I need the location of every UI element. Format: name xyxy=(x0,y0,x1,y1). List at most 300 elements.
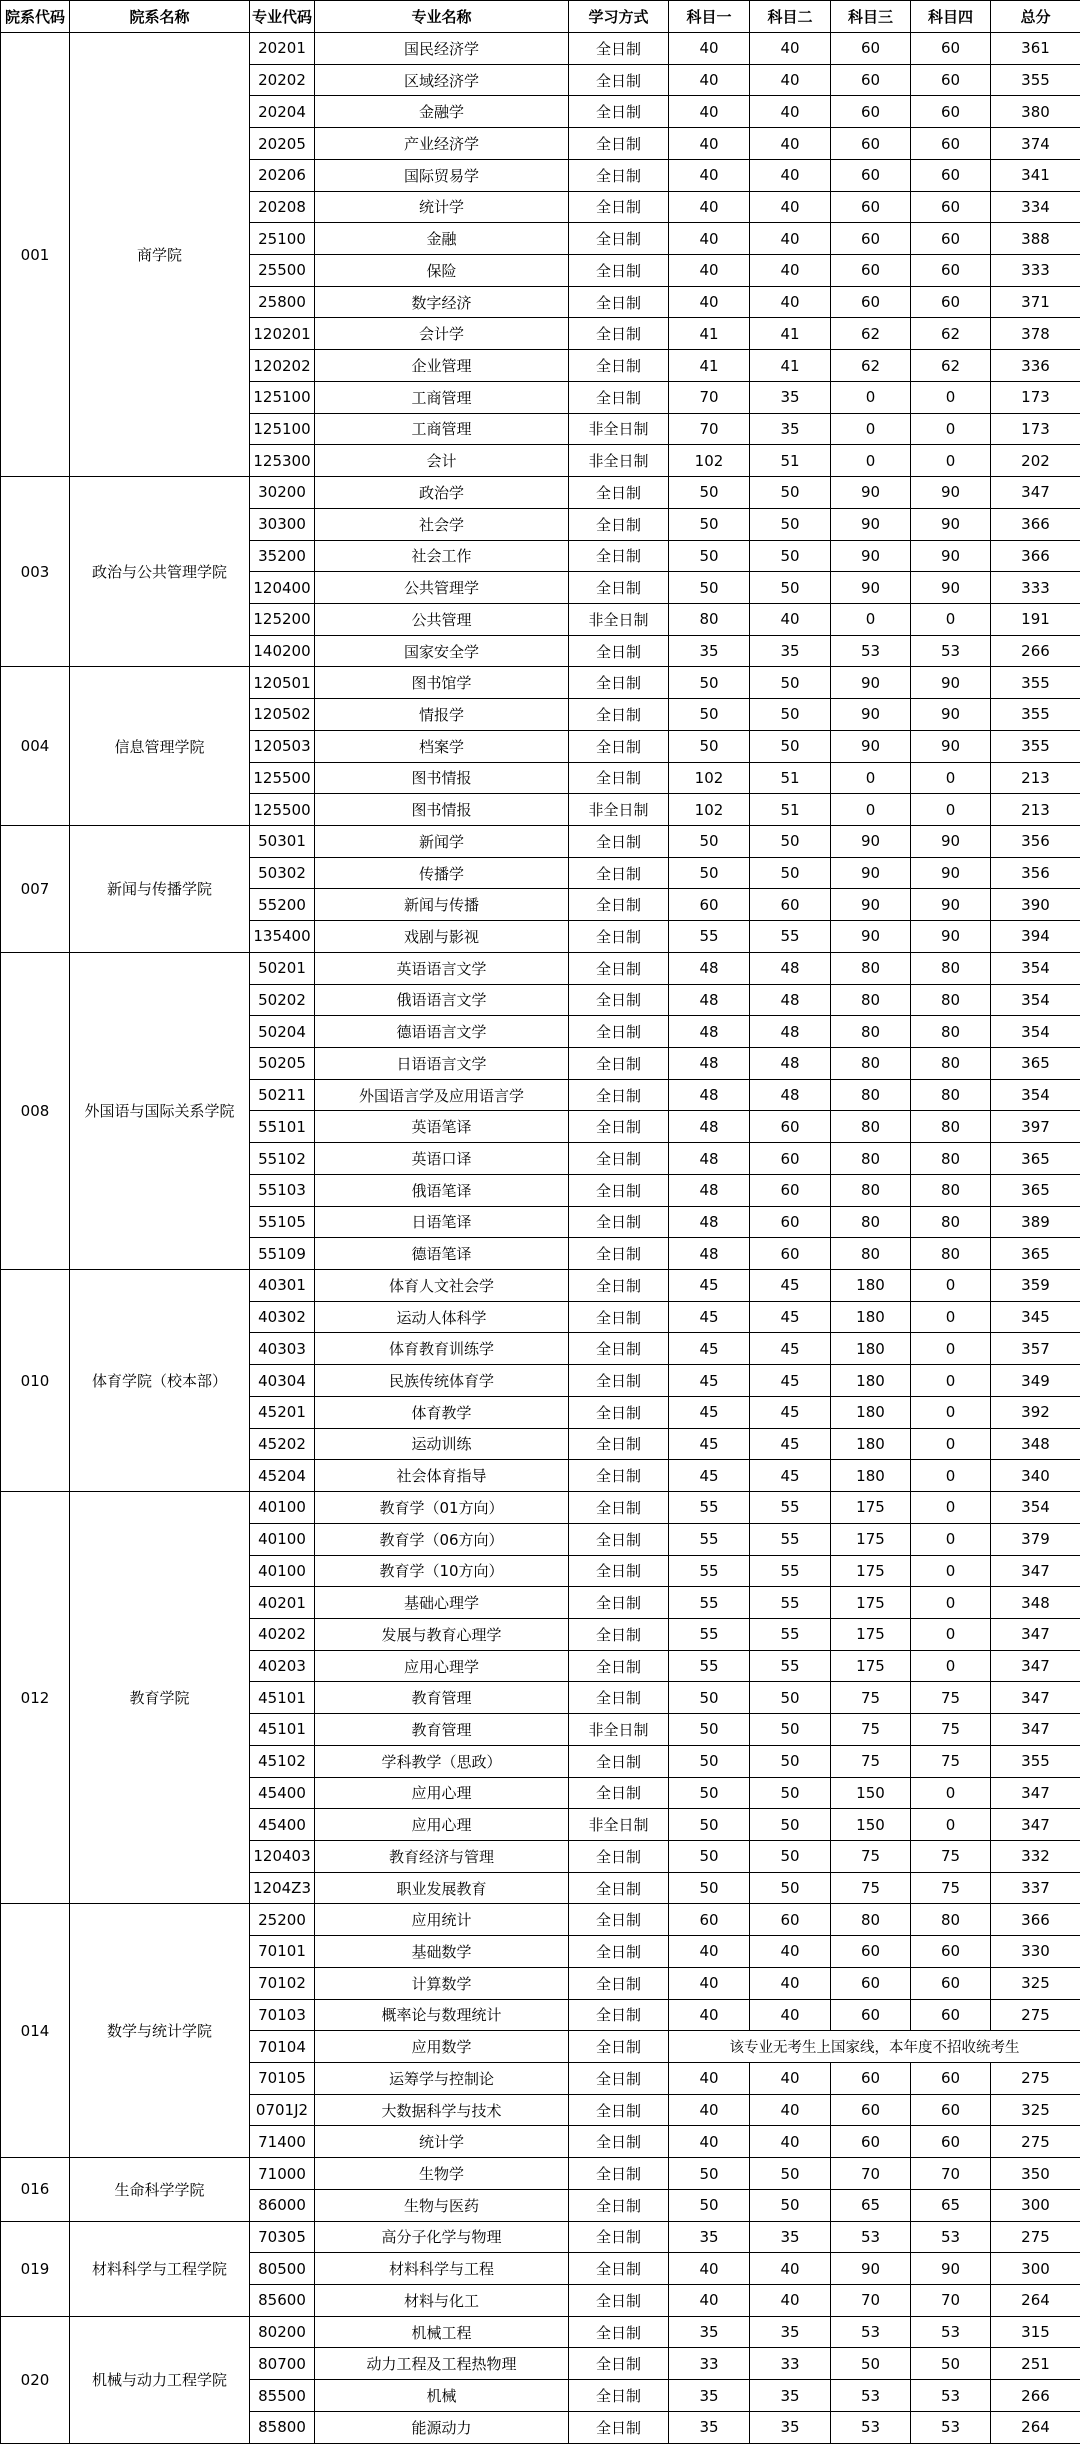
subject-3-cell: 50 xyxy=(831,2348,911,2380)
subject-4-cell: 53 xyxy=(911,2380,991,2412)
major-name-cell: 戏剧与影视 xyxy=(315,921,569,953)
total-cell: 334 xyxy=(991,191,1080,223)
subject-4-cell: 53 xyxy=(911,635,991,667)
total-cell: 347 xyxy=(991,1777,1080,1809)
subject-2-cell: 60 xyxy=(750,1143,831,1175)
subject-3-cell: 175 xyxy=(831,1618,911,1650)
table-header-row xyxy=(1,1,1080,33)
total-cell: 275 xyxy=(991,2221,1080,2253)
major-code-cell: 135400 xyxy=(250,921,315,953)
subject-1-cell: 40 xyxy=(669,33,750,65)
subject-1-cell: 70 xyxy=(669,381,750,413)
total-cell: 366 xyxy=(991,1904,1080,1936)
subject-2-cell: 55 xyxy=(750,1618,831,1650)
total-cell: 355 xyxy=(991,64,1080,96)
major-name-cell: 大数据科学与技术 xyxy=(315,2094,569,2126)
subject-4-cell: 0 xyxy=(911,445,991,477)
subject-1-cell: 40 xyxy=(669,2285,750,2317)
subject-3-cell: 90 xyxy=(831,508,911,540)
subject-3-cell: 0 xyxy=(831,603,911,635)
major-name-cell: 传播学 xyxy=(315,857,569,889)
subject-3-cell: 80 xyxy=(831,1206,911,1238)
subject-4-cell: 90 xyxy=(911,730,991,762)
major-code-cell: 45101 xyxy=(250,1714,315,1746)
subject-3-cell: 60 xyxy=(831,128,911,160)
study-mode-cell: 全日制 xyxy=(569,825,669,857)
major-code-cell: 86000 xyxy=(250,2189,315,2221)
major-name-cell: 统计学 xyxy=(315,2126,569,2158)
subject-3-cell: 175 xyxy=(831,1555,911,1587)
subject-3-cell: 60 xyxy=(831,159,911,191)
subject-1-cell: 50 xyxy=(669,508,750,540)
subject-2-cell: 40 xyxy=(750,128,831,160)
subject-4-cell: 60 xyxy=(911,1999,991,2031)
major-code-cell: 120201 xyxy=(250,318,315,350)
subject-1-cell: 50 xyxy=(669,572,750,604)
subject-4-cell: 80 xyxy=(911,1143,991,1175)
major-code-cell: 25100 xyxy=(250,223,315,255)
total-cell: 366 xyxy=(991,540,1080,572)
subject-4-cell: 60 xyxy=(911,191,991,223)
major-name-cell: 图书馆学 xyxy=(315,667,569,699)
study-mode-cell: 全日制 xyxy=(569,1143,669,1175)
study-mode-cell: 全日制 xyxy=(569,350,669,382)
subject-4-cell: 90 xyxy=(911,540,991,572)
major-code-cell: 70305 xyxy=(250,2221,315,2253)
total-cell: 340 xyxy=(991,1460,1080,1492)
header-subject-2: 科目二 xyxy=(750,1,831,33)
subject-1-cell: 40 xyxy=(669,1967,750,1999)
dept-code-cell: 020 xyxy=(1,2316,70,2443)
subject-4-cell: 0 xyxy=(911,1587,991,1619)
dept-name-cell: 体育学院（校本部） xyxy=(70,1270,250,1492)
major-code-cell: 70101 xyxy=(250,1936,315,1968)
subject-2-cell: 48 xyxy=(750,1016,831,1048)
study-mode-cell: 全日制 xyxy=(569,1460,669,1492)
total-cell: 341 xyxy=(991,159,1080,191)
subject-1-cell: 40 xyxy=(669,96,750,128)
subject-1-cell: 45 xyxy=(669,1270,750,1302)
study-mode-cell: 全日制 xyxy=(569,1111,669,1143)
total-cell: 300 xyxy=(991,2253,1080,2285)
study-mode-cell: 全日制 xyxy=(569,128,669,160)
major-name-cell: 统计学 xyxy=(315,191,569,223)
major-name-cell: 英语语言文学 xyxy=(315,952,569,984)
study-mode-cell: 全日制 xyxy=(569,1079,669,1111)
major-name-cell: 保险 xyxy=(315,255,569,287)
subject-4-cell: 80 xyxy=(911,984,991,1016)
subject-1-cell: 40 xyxy=(669,2253,750,2285)
study-mode-cell: 全日制 xyxy=(569,1016,669,1048)
subject-1-cell: 55 xyxy=(669,1523,750,1555)
major-name-cell: 教育经济与管理 xyxy=(315,1840,569,1872)
study-mode-cell: 全日制 xyxy=(569,984,669,1016)
subject-4-cell: 70 xyxy=(911,2285,991,2317)
subject-4-cell: 0 xyxy=(911,1492,991,1524)
total-cell: 315 xyxy=(991,2316,1080,2348)
major-name-cell: 高分子化学与物理 xyxy=(315,2221,569,2253)
study-mode-cell: 非全日制 xyxy=(569,1714,669,1746)
subject-2-cell: 40 xyxy=(750,191,831,223)
major-name-cell: 机械工程 xyxy=(315,2316,569,2348)
subject-3-cell: 175 xyxy=(831,1587,911,1619)
major-name-cell: 教育学（10方向） xyxy=(315,1555,569,1587)
total-cell: 361 xyxy=(991,33,1080,65)
total-cell: 347 xyxy=(991,1618,1080,1650)
subject-3-cell: 80 xyxy=(831,1904,911,1936)
study-mode-cell: 全日制 xyxy=(569,2221,669,2253)
subject-3-cell: 0 xyxy=(831,413,911,445)
subject-2-cell: 40 xyxy=(750,286,831,318)
major-code-cell: 125500 xyxy=(250,794,315,826)
major-name-cell: 新闻学 xyxy=(315,825,569,857)
subject-2-cell: 35 xyxy=(750,2380,831,2412)
study-mode-cell: 全日制 xyxy=(569,1365,669,1397)
study-mode-cell: 全日制 xyxy=(569,921,669,953)
subject-2-cell: 50 xyxy=(750,1840,831,1872)
subject-4-cell: 80 xyxy=(911,1238,991,1270)
dept-code-cell: 014 xyxy=(1,1904,70,2158)
study-mode-cell: 全日制 xyxy=(569,2285,669,2317)
subject-2-cell: 50 xyxy=(750,699,831,731)
subject-2-cell: 50 xyxy=(750,540,831,572)
major-code-cell: 140200 xyxy=(250,635,315,667)
study-mode-cell: 全日制 xyxy=(569,318,669,350)
dept-name-cell: 材料科学与工程学院 xyxy=(70,2221,250,2316)
subject-2-cell: 51 xyxy=(750,762,831,794)
subject-1-cell: 40 xyxy=(669,223,750,255)
subject-2-cell: 55 xyxy=(750,1555,831,1587)
subject-3-cell: 180 xyxy=(831,1333,911,1365)
major-name-cell: 应用心理学 xyxy=(315,1650,569,1682)
dept-name-cell: 数学与统计学院 xyxy=(70,1904,250,2158)
total-cell: 347 xyxy=(991,1682,1080,1714)
subject-1-cell: 45 xyxy=(669,1396,750,1428)
major-code-cell: 40201 xyxy=(250,1587,315,1619)
subject-1-cell: 50 xyxy=(669,540,750,572)
subject-2-cell: 50 xyxy=(750,1777,831,1809)
total-cell: 173 xyxy=(991,381,1080,413)
subject-1-cell: 40 xyxy=(669,2126,750,2158)
total-cell: 264 xyxy=(991,2411,1080,2443)
dept-code-cell: 008 xyxy=(1,952,70,1269)
dept-code-cell: 001 xyxy=(1,33,70,477)
subject-1-cell: 40 xyxy=(669,191,750,223)
subject-4-cell: 90 xyxy=(911,477,991,509)
total-cell: 390 xyxy=(991,889,1080,921)
subject-2-cell: 33 xyxy=(750,2348,831,2380)
major-name-cell: 教育管理 xyxy=(315,1714,569,1746)
total-cell: 355 xyxy=(991,699,1080,731)
total-cell: 275 xyxy=(991,2126,1080,2158)
subject-1-cell: 50 xyxy=(669,1777,750,1809)
subject-3-cell: 60 xyxy=(831,33,911,65)
major-name-cell: 公共管理学 xyxy=(315,572,569,604)
subject-2-cell: 50 xyxy=(750,2189,831,2221)
table-row xyxy=(1,1492,1080,1524)
subject-3-cell: 80 xyxy=(831,952,911,984)
table-row xyxy=(1,1270,1080,1302)
subject-1-cell: 40 xyxy=(669,128,750,160)
subject-2-cell: 48 xyxy=(750,1079,831,1111)
subject-4-cell: 60 xyxy=(911,2063,991,2095)
major-name-cell: 体育人文社会学 xyxy=(315,1270,569,1302)
subject-2-cell: 50 xyxy=(750,1682,831,1714)
subject-4-cell: 90 xyxy=(911,921,991,953)
subject-2-cell: 45 xyxy=(750,1270,831,1302)
subject-1-cell: 50 xyxy=(669,1745,750,1777)
subject-4-cell: 0 xyxy=(911,1650,991,1682)
dept-name-cell: 生命科学学院 xyxy=(70,2158,250,2221)
subject-1-cell: 50 xyxy=(669,1872,750,1904)
subject-4-cell: 60 xyxy=(911,2094,991,2126)
subject-2-cell: 40 xyxy=(750,603,831,635)
subject-4-cell: 53 xyxy=(911,2316,991,2348)
subject-1-cell: 50 xyxy=(669,857,750,889)
study-mode-cell: 非全日制 xyxy=(569,1809,669,1841)
total-cell: 333 xyxy=(991,255,1080,287)
subject-1-cell: 70 xyxy=(669,413,750,445)
total-cell: 354 xyxy=(991,1079,1080,1111)
subject-3-cell: 75 xyxy=(831,1872,911,1904)
table-row xyxy=(1,33,1080,65)
study-mode-cell: 全日制 xyxy=(569,1206,669,1238)
subject-3-cell: 150 xyxy=(831,1777,911,1809)
subject-4-cell: 0 xyxy=(911,1523,991,1555)
major-code-cell: 45400 xyxy=(250,1777,315,1809)
subject-3-cell: 180 xyxy=(831,1396,911,1428)
major-code-cell: 50202 xyxy=(250,984,315,1016)
major-code-cell: 125100 xyxy=(250,381,315,413)
subject-2-cell: 45 xyxy=(750,1333,831,1365)
study-mode-cell: 全日制 xyxy=(569,159,669,191)
subject-2-cell: 60 xyxy=(750,889,831,921)
study-mode-cell: 全日制 xyxy=(569,2126,669,2158)
subject-2-cell: 50 xyxy=(750,1714,831,1746)
study-mode-cell: 全日制 xyxy=(569,1904,669,1936)
subject-3-cell: 70 xyxy=(831,2285,911,2317)
subject-2-cell: 40 xyxy=(750,96,831,128)
total-cell: 213 xyxy=(991,762,1080,794)
subject-3-cell: 150 xyxy=(831,1809,911,1841)
subject-4-cell: 75 xyxy=(911,1745,991,1777)
major-name-cell: 应用心理 xyxy=(315,1777,569,1809)
header-subject-3: 科目三 xyxy=(831,1,911,33)
subject-3-cell: 90 xyxy=(831,889,911,921)
subject-4-cell: 80 xyxy=(911,1016,991,1048)
major-code-cell: 40100 xyxy=(250,1523,315,1555)
subject-1-cell: 35 xyxy=(669,2316,750,2348)
major-name-cell: 会计 xyxy=(315,445,569,477)
total-cell: 356 xyxy=(991,825,1080,857)
total-cell: 332 xyxy=(991,1840,1080,1872)
major-code-cell: 50201 xyxy=(250,952,315,984)
subject-2-cell: 50 xyxy=(750,572,831,604)
major-name-cell: 俄语笔译 xyxy=(315,1174,569,1206)
study-mode-cell: 全日制 xyxy=(569,1587,669,1619)
major-code-cell: 45400 xyxy=(250,1809,315,1841)
subject-2-cell: 45 xyxy=(750,1396,831,1428)
study-mode-cell: 非全日制 xyxy=(569,603,669,635)
major-name-cell: 运动训练 xyxy=(315,1428,569,1460)
total-cell: 347 xyxy=(991,1714,1080,1746)
subject-3-cell: 180 xyxy=(831,1428,911,1460)
major-code-cell: 35200 xyxy=(250,540,315,572)
subject-3-cell: 60 xyxy=(831,2094,911,2126)
subject-3-cell: 80 xyxy=(831,1016,911,1048)
major-name-cell: 体育教学 xyxy=(315,1396,569,1428)
study-mode-cell: 全日制 xyxy=(569,1428,669,1460)
total-cell: 354 xyxy=(991,984,1080,1016)
major-code-cell: 30200 xyxy=(250,477,315,509)
subject-4-cell: 53 xyxy=(911,2411,991,2443)
subject-2-cell: 45 xyxy=(750,1365,831,1397)
subject-1-cell: 45 xyxy=(669,1365,750,1397)
subject-3-cell: 53 xyxy=(831,2411,911,2443)
major-code-cell: 20201 xyxy=(250,33,315,65)
subject-3-cell: 75 xyxy=(831,1682,911,1714)
subject-3-cell: 90 xyxy=(831,857,911,889)
study-mode-cell: 全日制 xyxy=(569,255,669,287)
subject-1-cell: 48 xyxy=(669,1048,750,1080)
major-code-cell: 125200 xyxy=(250,603,315,635)
major-name-cell: 应用统计 xyxy=(315,1904,569,1936)
subject-3-cell: 60 xyxy=(831,64,911,96)
subject-2-cell: 50 xyxy=(750,508,831,540)
total-cell: 355 xyxy=(991,667,1080,699)
subject-4-cell: 0 xyxy=(911,1428,991,1460)
study-mode-cell: 全日制 xyxy=(569,572,669,604)
subject-3-cell: 80 xyxy=(831,1111,911,1143)
subject-2-cell: 50 xyxy=(750,477,831,509)
major-code-cell: 0701J2 xyxy=(250,2094,315,2126)
study-mode-cell: 全日制 xyxy=(569,1872,669,1904)
study-mode-cell: 全日制 xyxy=(569,477,669,509)
header-total: 总分 xyxy=(991,1,1080,33)
subject-1-cell: 50 xyxy=(669,825,750,857)
subject-3-cell: 90 xyxy=(831,540,911,572)
major-code-cell: 120403 xyxy=(250,1840,315,1872)
major-name-cell: 运动人体科学 xyxy=(315,1301,569,1333)
subject-2-cell: 50 xyxy=(750,2158,831,2190)
subject-4-cell: 90 xyxy=(911,699,991,731)
total-cell: 380 xyxy=(991,96,1080,128)
study-mode-cell: 全日制 xyxy=(569,1967,669,1999)
subject-1-cell: 102 xyxy=(669,762,750,794)
subject-2-cell: 60 xyxy=(750,1206,831,1238)
study-mode-cell: 全日制 xyxy=(569,2253,669,2285)
study-mode-cell: 全日制 xyxy=(569,2348,669,2380)
subject-4-cell: 75 xyxy=(911,1840,991,1872)
subject-4-cell: 0 xyxy=(911,1618,991,1650)
subject-1-cell: 48 xyxy=(669,1206,750,1238)
total-cell: 371 xyxy=(991,286,1080,318)
major-name-cell: 动力工程及工程热物理 xyxy=(315,2348,569,2380)
total-cell: 354 xyxy=(991,1016,1080,1048)
major-code-cell: 40202 xyxy=(250,1618,315,1650)
subject-2-cell: 35 xyxy=(750,413,831,445)
major-code-cell: 45102 xyxy=(250,1745,315,1777)
subject-1-cell: 50 xyxy=(669,667,750,699)
major-code-cell: 55101 xyxy=(250,1111,315,1143)
table-row xyxy=(1,477,1080,509)
dept-code-cell: 012 xyxy=(1,1492,70,1904)
subject-1-cell: 45 xyxy=(669,1333,750,1365)
subject-4-cell: 0 xyxy=(911,1365,991,1397)
subject-3-cell: 90 xyxy=(831,667,911,699)
header-study-mode: 学习方式 xyxy=(569,1,669,33)
study-mode-cell: 全日制 xyxy=(569,2380,669,2412)
total-cell: 365 xyxy=(991,1143,1080,1175)
major-code-cell: 1204Z3 xyxy=(250,1872,315,1904)
major-name-cell: 外国语言学及应用语言学 xyxy=(315,1079,569,1111)
subject-3-cell: 175 xyxy=(831,1523,911,1555)
subject-3-cell: 75 xyxy=(831,1745,911,1777)
major-code-cell: 40203 xyxy=(250,1650,315,1682)
total-cell: 266 xyxy=(991,635,1080,667)
total-cell: 300 xyxy=(991,2189,1080,2221)
subject-1-cell: 35 xyxy=(669,635,750,667)
subject-3-cell: 80 xyxy=(831,984,911,1016)
total-cell: 355 xyxy=(991,730,1080,762)
major-name-cell: 基础心理学 xyxy=(315,1587,569,1619)
table-row xyxy=(1,2221,1080,2253)
subject-1-cell: 33 xyxy=(669,2348,750,2380)
study-mode-cell: 全日制 xyxy=(569,2094,669,2126)
subject-3-cell: 80 xyxy=(831,1079,911,1111)
major-name-cell: 社会学 xyxy=(315,508,569,540)
total-cell: 251 xyxy=(991,2348,1080,2380)
major-name-cell: 金融学 xyxy=(315,96,569,128)
subject-1-cell: 40 xyxy=(669,255,750,287)
major-code-cell: 55200 xyxy=(250,889,315,921)
table-body xyxy=(1,33,1080,2444)
major-code-cell: 85600 xyxy=(250,2285,315,2317)
subject-2-cell: 50 xyxy=(750,825,831,857)
subject-1-cell: 48 xyxy=(669,1079,750,1111)
subject-2-cell: 40 xyxy=(750,1999,831,2031)
subject-3-cell: 90 xyxy=(831,477,911,509)
study-mode-cell: 非全日制 xyxy=(569,445,669,477)
subject-4-cell: 90 xyxy=(911,667,991,699)
subject-1-cell: 50 xyxy=(669,2158,750,2190)
subject-1-cell: 45 xyxy=(669,1460,750,1492)
major-code-cell: 85500 xyxy=(250,2380,315,2412)
subject-2-cell: 40 xyxy=(750,33,831,65)
total-cell: 356 xyxy=(991,857,1080,889)
subject-4-cell: 90 xyxy=(911,889,991,921)
major-code-cell: 40302 xyxy=(250,1301,315,1333)
major-code-cell: 80500 xyxy=(250,2253,315,2285)
total-cell: 365 xyxy=(991,1238,1080,1270)
major-code-cell: 55102 xyxy=(250,1143,315,1175)
study-mode-cell: 非全日制 xyxy=(569,413,669,445)
major-code-cell: 50204 xyxy=(250,1016,315,1048)
total-cell: 213 xyxy=(991,794,1080,826)
study-mode-cell: 全日制 xyxy=(569,857,669,889)
major-name-cell: 职业发展教育 xyxy=(315,1872,569,1904)
study-mode-cell: 全日制 xyxy=(569,1174,669,1206)
subject-2-cell: 40 xyxy=(750,2094,831,2126)
subject-4-cell: 60 xyxy=(911,255,991,287)
subject-4-cell: 90 xyxy=(911,857,991,889)
dept-code-cell: 007 xyxy=(1,825,70,952)
major-name-cell: 区域经济学 xyxy=(315,64,569,96)
subject-4-cell: 75 xyxy=(911,1714,991,1746)
subject-3-cell: 60 xyxy=(831,96,911,128)
subject-2-cell: 45 xyxy=(750,1301,831,1333)
subject-1-cell: 50 xyxy=(669,699,750,731)
